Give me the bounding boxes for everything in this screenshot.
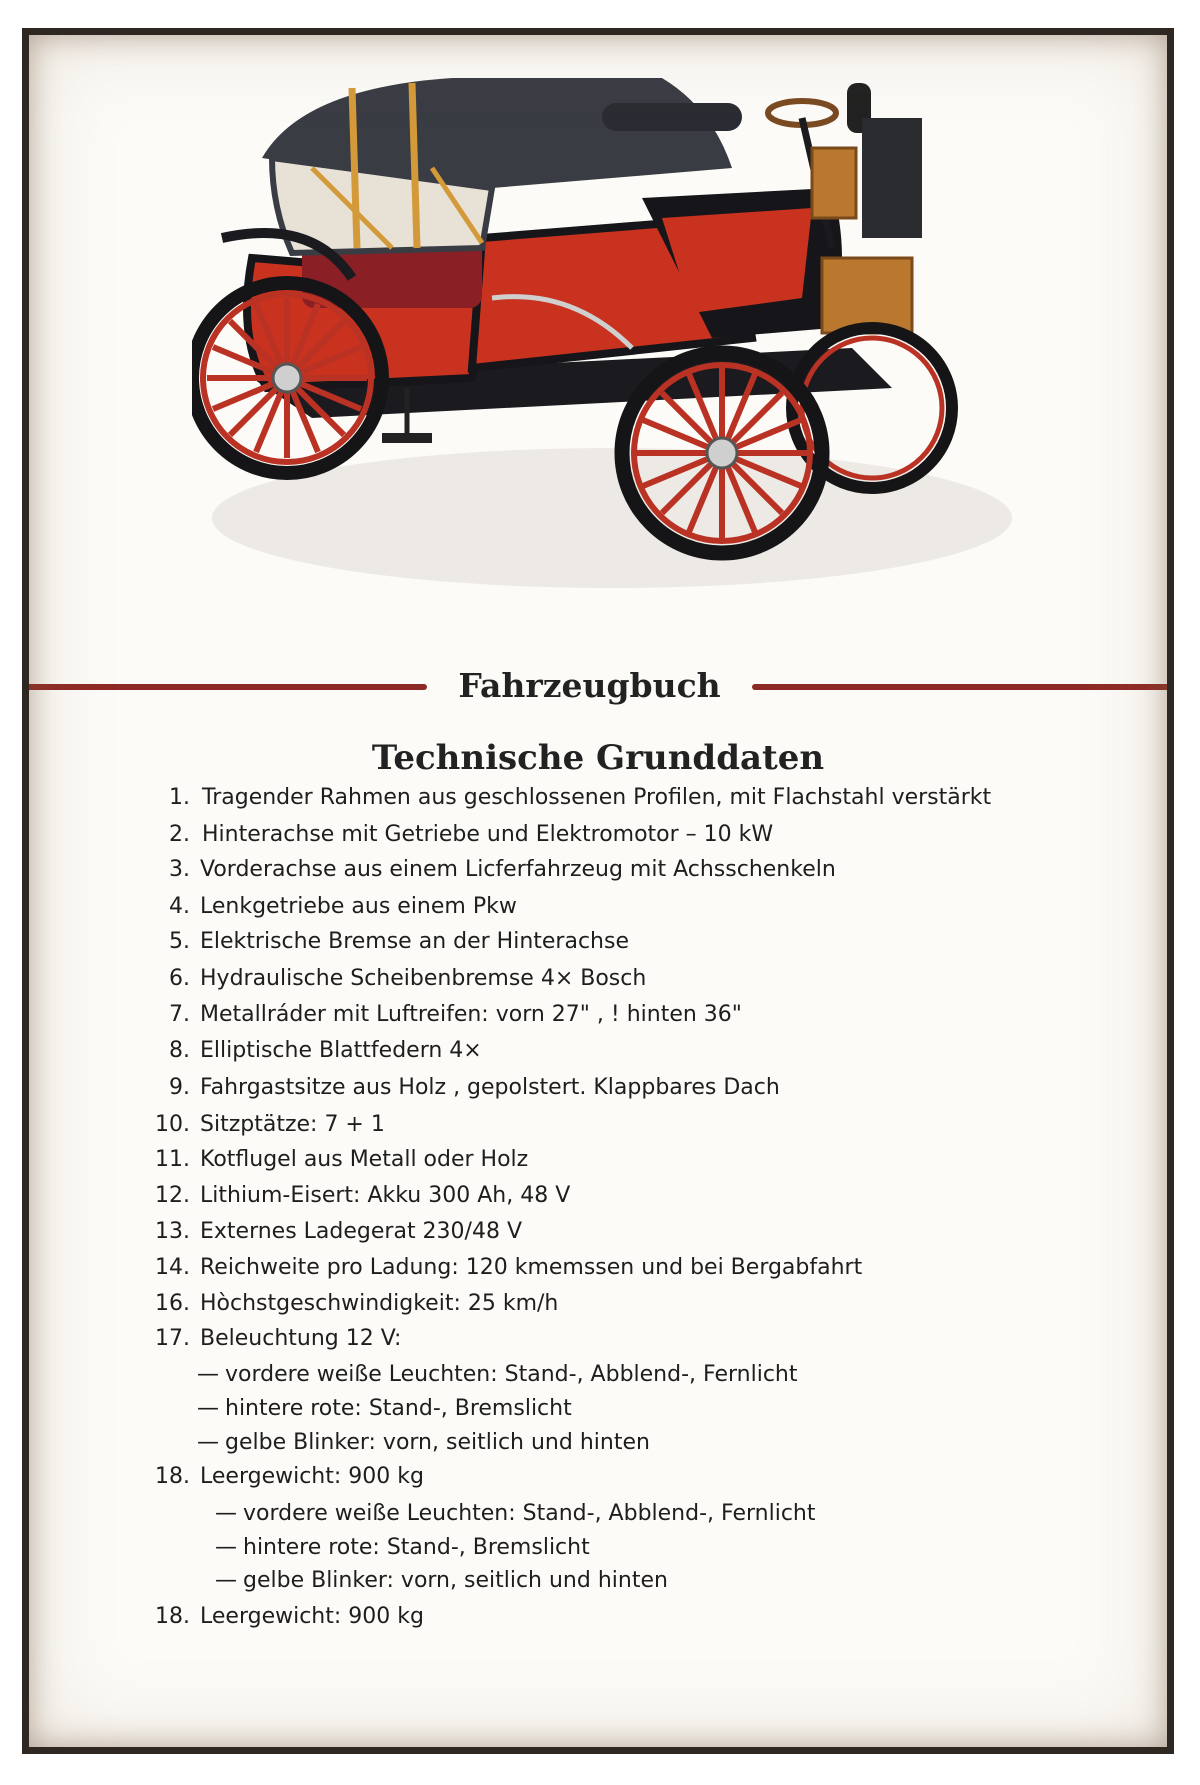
spec-number: 5. (169, 929, 190, 954)
spec-subitem (22, 1358, 1122, 1392)
spec-text: hintere rote: Stand-, Bremslicht (225, 1396, 572, 1421)
spec-number: 1. (169, 785, 190, 810)
spec-text: Beleuchtung 12 V: (200, 1326, 402, 1351)
spec-item (22, 853, 1122, 887)
spec-text: Lenkgetriebe aus einem Pkw (200, 894, 517, 919)
spec-item (22, 998, 1122, 1032)
spec-text: vordere weiße Leuchten: Stand-, Abblend-, Fernlicht (225, 1362, 798, 1387)
spec-text: Kotflugel aus Metall oder Holz (200, 1147, 529, 1172)
spec-item (22, 1215, 1122, 1249)
spec-text: gelbe Blinker: vorn, seitlich und hinten (225, 1430, 650, 1455)
spec-text: Metallráder mit Luftreifen: vorn 27" , ! hinten 36" (200, 1002, 742, 1027)
page-title: Fahrzeugbuch (458, 666, 721, 705)
spec-item (22, 1071, 1122, 1105)
spec-dash: — (215, 1568, 237, 1593)
spec-item (22, 1143, 1122, 1177)
spec-text: Vorderachse aus einem Licferfahrzeug mit Achsschenkeln (200, 857, 836, 882)
spec-number: 8. (169, 1038, 190, 1063)
spec-number: 12. (155, 1183, 190, 1208)
spec-subitem (22, 1392, 1122, 1426)
spec-number: 3. (169, 857, 190, 882)
spec-text: Reichweite pro Ladung: 120 kmemssen und bei Bergabfahrt (200, 1255, 863, 1280)
spec-item (22, 890, 1122, 924)
spec-number: 17. (155, 1326, 190, 1351)
spec-number: 14. (155, 1255, 190, 1280)
spec-item (22, 818, 1122, 852)
spec-item (22, 1179, 1122, 1213)
spec-item (22, 1322, 1122, 1356)
spec-dash: — (197, 1396, 219, 1421)
spec-item (22, 962, 1122, 996)
spec-text: Hydraulische Scheibenbremse 4× Bosch (200, 966, 647, 991)
page-subtitle: Technische Grunddaten (371, 738, 825, 778)
spec-item (22, 1460, 1122, 1494)
spec-text: gelbe Blinker: vorn, seitlich und hinten (243, 1568, 668, 1593)
spec-text: Hòchstgeschwindigkeit: 25 km/h (200, 1291, 559, 1316)
spec-item (22, 1287, 1122, 1321)
spec-text: Fahrgastsitze aus Holz , gepolstert. Klappbares Dach (200, 1075, 780, 1100)
spec-item (22, 1600, 1122, 1634)
spec-list (22, 28, 1174, 1754)
spec-item (22, 1251, 1122, 1285)
spec-dash: — (215, 1535, 237, 1560)
spec-dash: — (197, 1430, 219, 1455)
spec-item (22, 781, 1122, 815)
spec-number: 9. (169, 1075, 190, 1100)
spec-subitem (22, 1426, 1122, 1460)
spec-subitem (22, 1531, 1122, 1565)
spec-text: hintere rote: Stand-, Bremslicht (243, 1535, 590, 1560)
spec-dash: — (197, 1362, 219, 1387)
spec-number: 10. (155, 1112, 190, 1137)
spec-number: 2. (169, 822, 190, 847)
spec-number: 4. (169, 894, 190, 919)
spec-dash: — (215, 1501, 237, 1526)
spec-text: Leergewicht: 900 kg (200, 1604, 424, 1629)
spec-text: Tragender Rahmen aus geschlossenen Profilen, mit Flachstahl verstärkt (202, 785, 992, 810)
spec-number: 13. (155, 1219, 190, 1244)
spec-number: 11. (155, 1147, 190, 1172)
spec-number: 7. (169, 1002, 190, 1027)
spec-number: 18. (155, 1464, 190, 1489)
spec-text: Hinterachse mit Getriebe und Elektromotor – 10 kW (202, 822, 774, 847)
spec-item (22, 1034, 1122, 1068)
spec-text: Elliptische Blattfedern 4× (200, 1038, 482, 1063)
spec-number: 18. (155, 1604, 190, 1629)
spec-text: Lithium-Eisert: Akku 300 Ah, 48 V (200, 1183, 571, 1208)
spec-text: Elektrische Bremse an der Hinterachse (200, 929, 629, 954)
spec-text: Leergewicht: 900 kg (200, 1464, 424, 1489)
spec-subitem (22, 1497, 1122, 1531)
spec-number: 6. (169, 966, 190, 991)
spec-text: Externes Ladegerat 230/48 V (200, 1219, 522, 1244)
spec-number: 16. (155, 1291, 190, 1316)
spec-text: Sitzptätze: 7 + 1 (200, 1112, 385, 1137)
spec-subitem (22, 1564, 1122, 1598)
spec-item (22, 1108, 1122, 1142)
spec-item (22, 925, 1122, 959)
spec-text: vordere weiße Leuchten: Stand-, Abblend-, Fernlicht (243, 1501, 816, 1526)
document-page (22, 28, 1174, 1754)
